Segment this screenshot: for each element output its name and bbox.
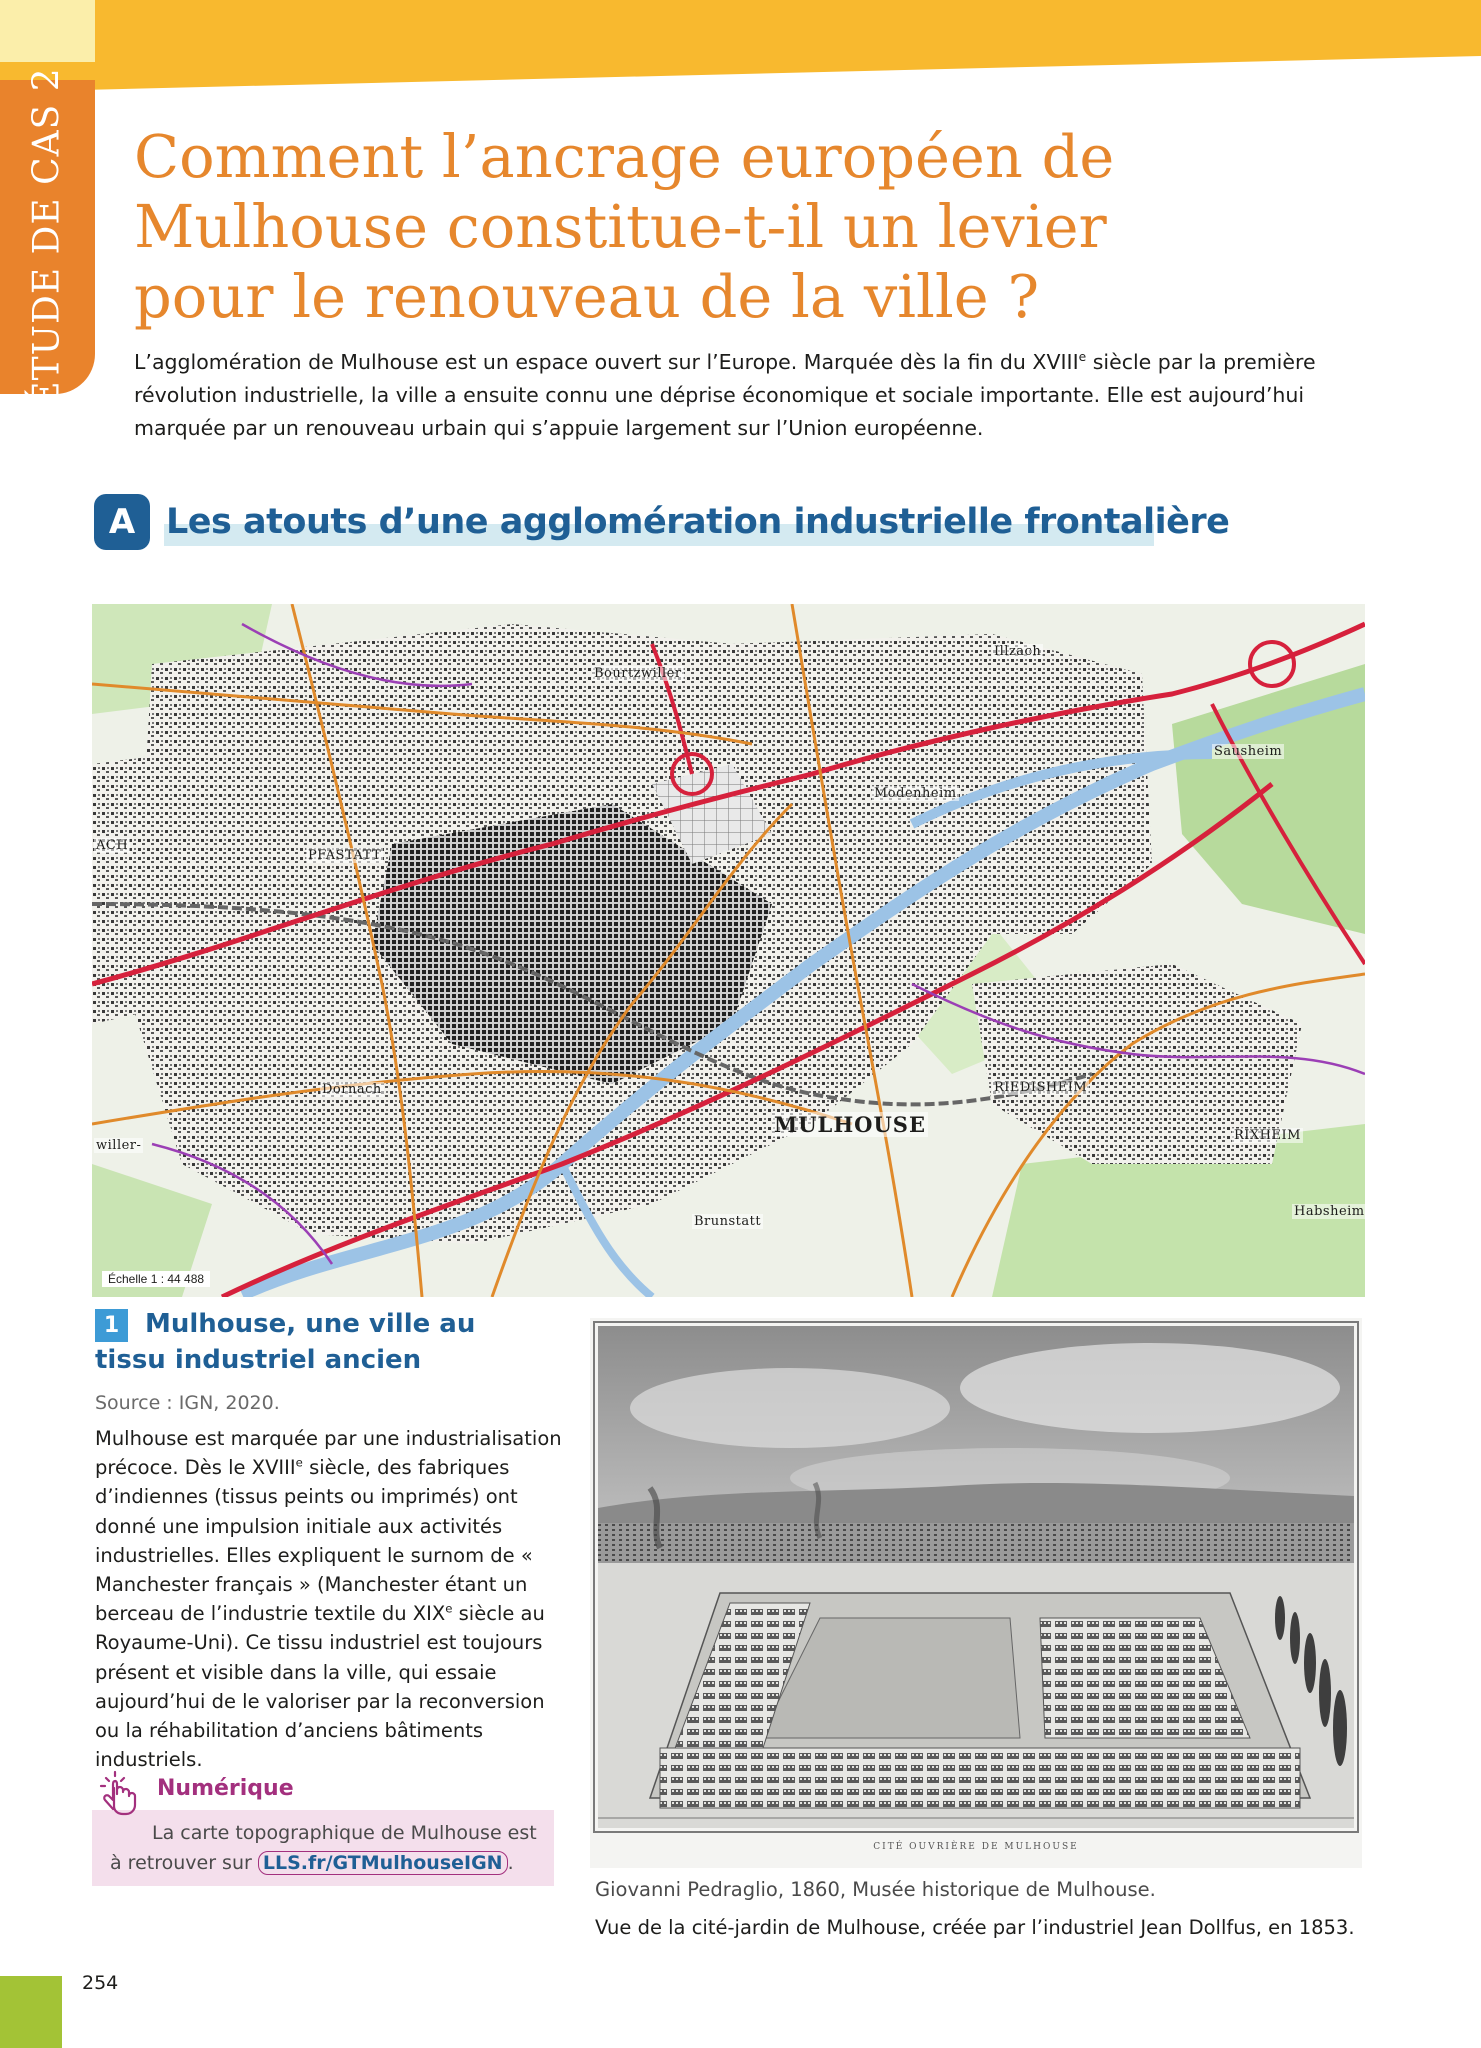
page-title: Comment l’ancrage européen de Mulhouse constitue-t-il un levier pour le renouveau de la ville ? [134, 122, 1115, 331]
header-corner [0, 0, 95, 62]
touch-hand-icon [92, 1768, 142, 1818]
page-corner-tab [0, 1976, 62, 2048]
document-text: Mulhouse est marquée par une industrialisation précoce. Dès le XVIIIe siècle, des fabriques d’indiennes (tissus peints ou imprimés) ont donné une impulsion initiale aux activités industrielles. Elles expliquent le surnom de « Manchester français » (Manchester étant un berceau de l’industrie textile du XIXe siècle au Royaume-Uni). Ce tissu industriel est toujours présent et visible dans la ville, qui essaie aujourd’hui de le valoriser par la reconversion ou la réhabilitation d’anciens bâtiments industriels. [95, 1427, 562, 1772]
map-label-willer: willer- [96, 1138, 142, 1153]
digital-resource-box [92, 1766, 554, 1886]
engraving-credit: Giovanni Pedraglio, 1860, Musée historique de Mulhouse. [595, 1878, 1156, 1901]
historical-engraving [590, 1318, 1362, 1868]
map-illustration [92, 604, 1365, 1297]
section-letter-badge: A [94, 494, 150, 550]
map-label-illzach: Illzach [994, 644, 1042, 659]
digital-resource-text: La carte topographique de Mulhouse est à retrouver sur LLS.fr/GTMulhouseIGN . [110, 1822, 537, 1874]
engraving-inscription: CITÉ OUVRIÈRE DE MULHOUSE [873, 1842, 1079, 1852]
resource-link[interactable]: LLS.fr/GTMulhouseIGN [258, 1851, 508, 1875]
map-label-ach: ACH [96, 838, 129, 853]
document-title: Mulhouse, une ville au tissu industriel ancien [95, 1309, 476, 1375]
map-label-rixheim: RIXHEIM [1234, 1128, 1301, 1143]
intro-text: L’agglomération de Mulhouse est un espace ouvert sur l’Europe. Marquée dès la fin du XVIIIe siècle par la première révolution industrielle, la ville a ensuite connu une déprise économique et sociale importante. Elle est aujourd’hui marquée par un renouveau urbain qui s’appuie largement sur l’Union européenne. [134, 350, 1316, 440]
map-label-mulhouse: MULHOUSE [774, 1112, 926, 1137]
map-scale-label: Échelle 1 : 44 488 [102, 1271, 210, 1287]
engraving-caption: Vue de la cité-jardin de Mulhouse, créée par l’industriel Jean Dollfus, en 1853. [595, 1916, 1355, 1939]
map-label-riedisheim: RIEDISHEIM [994, 1080, 1088, 1095]
map-label-pfastatt: PFASTATT [308, 848, 382, 863]
map-label-sausheim: Sausheim [1214, 744, 1283, 759]
map-label-dornach: Dornach [322, 1082, 382, 1097]
map-label-bourtzwiller: Bourtzwiller [594, 666, 682, 681]
map-label-habsheim: Habsheim [1294, 1204, 1365, 1219]
digital-resource-title: Numérique [157, 1776, 294, 1801]
header-band [0, 0, 1481, 92]
document-source: Source : IGN, 2020. [95, 1392, 280, 1414]
engraving-illustration [590, 1318, 1362, 1868]
document-number-badge: 1 [95, 1309, 128, 1342]
map-label-brunstatt: Brunstatt [694, 1214, 762, 1229]
section-heading [94, 494, 1230, 550]
case-study-label: ÉTUDE DE CAS 2 [27, 66, 69, 408]
section-title: Les atouts d’une agglomération industrielle frontalière [166, 502, 1230, 542]
map-label-modenheim: Modenheim [874, 786, 957, 801]
topographic-map [92, 604, 1365, 1297]
page-number: 254 [82, 1972, 119, 1994]
